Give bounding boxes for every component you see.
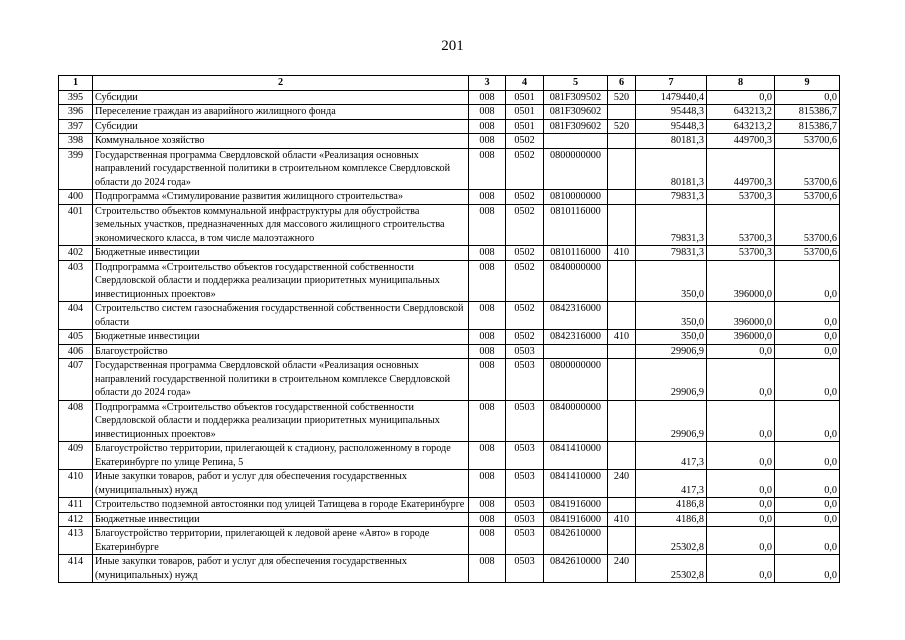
row-number: 413 bbox=[59, 527, 93, 555]
page-number: 201 bbox=[441, 38, 464, 54]
row-amount-year2: 0,0 bbox=[707, 400, 775, 442]
row-expense-type bbox=[608, 134, 636, 149]
row-section-code: 0502 bbox=[506, 330, 544, 345]
row-ministry-code: 008 bbox=[469, 470, 506, 498]
row-number: 400 bbox=[59, 190, 93, 205]
row-number: 414 bbox=[59, 555, 93, 583]
row-ministry-code: 008 bbox=[469, 260, 506, 302]
row-amount-year1: 4186,8 bbox=[636, 498, 707, 513]
row-amount-year3: 0,0 bbox=[775, 359, 840, 401]
row-amount-year3: 0,0 bbox=[775, 512, 840, 527]
row-number: 412 bbox=[59, 512, 93, 527]
row-ministry-code: 008 bbox=[469, 344, 506, 359]
row-section-code: 0503 bbox=[506, 344, 544, 359]
row-amount-year1: 25302,8 bbox=[636, 527, 707, 555]
row-expense-type: 410 bbox=[608, 330, 636, 345]
row-amount-year1: 417,3 bbox=[636, 470, 707, 498]
row-amount-year1: 79831,3 bbox=[636, 246, 707, 261]
row-amount-year2: 0,0 bbox=[707, 344, 775, 359]
row-target-code: 0840000000 bbox=[544, 400, 608, 442]
row-amount-year1: 4186,8 bbox=[636, 512, 707, 527]
row-expense-type bbox=[608, 105, 636, 120]
row-amount-year3: 0,0 bbox=[775, 400, 840, 442]
row-amount-year1: 350,0 bbox=[636, 260, 707, 302]
row-section-code: 0503 bbox=[506, 470, 544, 498]
table-row bbox=[59, 330, 840, 345]
row-name: Иные закупки товаров, работ и услуг для обеспечения государственных (муниципальных) нужд bbox=[93, 470, 469, 498]
row-expense-type bbox=[608, 260, 636, 302]
row-section-code: 0501 bbox=[506, 119, 544, 134]
row-expense-type: 520 bbox=[608, 90, 636, 105]
row-amount-year2: 0,0 bbox=[707, 359, 775, 401]
row-amount-year3: 815386,7 bbox=[775, 105, 840, 120]
row-ministry-code: 008 bbox=[469, 134, 506, 149]
row-name: Коммунальное хозяйство bbox=[93, 134, 469, 149]
row-expense-type bbox=[608, 190, 636, 205]
row-number: 408 bbox=[59, 400, 93, 442]
row-target-code: 0810000000 bbox=[544, 190, 608, 205]
column-header: 7 bbox=[636, 76, 707, 91]
row-amount-year2: 643213,2 bbox=[707, 105, 775, 120]
row-section-code: 0502 bbox=[506, 204, 544, 246]
row-name: Бюджетные инвестиции bbox=[93, 330, 469, 345]
row-expense-type bbox=[608, 204, 636, 246]
row-target-code: 0810116000 bbox=[544, 204, 608, 246]
row-section-code: 0502 bbox=[506, 190, 544, 205]
row-expense-type bbox=[608, 527, 636, 555]
row-amount-year3: 0,0 bbox=[775, 330, 840, 345]
row-ministry-code: 008 bbox=[469, 302, 506, 330]
row-amount-year1: 95448,3 bbox=[636, 119, 707, 134]
row-name: Бюджетные инвестиции bbox=[93, 246, 469, 261]
row-amount-year2: 0,0 bbox=[707, 555, 775, 583]
row-amount-year3: 0,0 bbox=[775, 344, 840, 359]
row-amount-year1: 350,0 bbox=[636, 302, 707, 330]
table-row bbox=[59, 105, 840, 120]
row-target-code bbox=[544, 134, 608, 149]
column-header: 4 bbox=[506, 76, 544, 91]
row-number: 407 bbox=[59, 359, 93, 401]
row-amount-year1: 350,0 bbox=[636, 330, 707, 345]
row-section-code: 0502 bbox=[506, 246, 544, 261]
row-name: Подпрограмма «Строительство объектов государственной собственности Свердловской области и поддержка реализации приоритетных муниципальных инвестиционных проектов» bbox=[93, 260, 469, 302]
row-target-code: 0841916000 bbox=[544, 498, 608, 513]
row-section-code: 0503 bbox=[506, 498, 544, 513]
row-amount-year2: 0,0 bbox=[707, 442, 775, 470]
row-name: Благоустройство bbox=[93, 344, 469, 359]
row-amount-year2: 0,0 bbox=[707, 498, 775, 513]
row-expense-type: 520 bbox=[608, 119, 636, 134]
row-amount-year3: 53700,6 bbox=[775, 134, 840, 149]
row-name: Строительство систем газоснабжения государственной собственности Свердловской области bbox=[93, 302, 469, 330]
table-row bbox=[59, 512, 840, 527]
row-name: Государственная программа Свердловской области «Реализация основных направлений государственной политики в строительном комплексе Свердловской области до 2024 года» bbox=[93, 148, 469, 190]
row-amount-year3: 0,0 bbox=[775, 555, 840, 583]
row-number: 402 bbox=[59, 246, 93, 261]
row-target-code: 0800000000 bbox=[544, 359, 608, 401]
row-number: 409 bbox=[59, 442, 93, 470]
table-body bbox=[59, 90, 840, 583]
row-amount-year3: 0,0 bbox=[775, 260, 840, 302]
column-header: 9 bbox=[775, 76, 840, 91]
row-name: Благоустройство территории, прилегающей к стадиону, расположенному в городе Екатеринбурге по улице Репина, 5 bbox=[93, 442, 469, 470]
row-amount-year3: 0,0 bbox=[775, 90, 840, 105]
row-amount-year2: 396000,0 bbox=[707, 260, 775, 302]
row-name: Субсидии bbox=[93, 90, 469, 105]
row-target-code: 0841410000 bbox=[544, 470, 608, 498]
row-target-code bbox=[544, 344, 608, 359]
row-ministry-code: 008 bbox=[469, 90, 506, 105]
table-row bbox=[59, 527, 840, 555]
row-amount-year2: 396000,0 bbox=[707, 330, 775, 345]
row-section-code: 0502 bbox=[506, 134, 544, 149]
row-ministry-code: 008 bbox=[469, 512, 506, 527]
row-section-code: 0503 bbox=[506, 555, 544, 583]
row-name: Государственная программа Свердловской области «Реализация основных направлений государственной политики в строительном комплексе Свердловской области до 2024 года» bbox=[93, 359, 469, 401]
row-amount-year3: 0,0 bbox=[775, 498, 840, 513]
row-expense-type bbox=[608, 302, 636, 330]
row-amount-year3: 0,0 bbox=[775, 302, 840, 330]
row-amount-year2: 0,0 bbox=[707, 470, 775, 498]
row-ministry-code: 008 bbox=[469, 555, 506, 583]
row-amount-year3: 53700,6 bbox=[775, 204, 840, 246]
row-amount-year3: 815386,7 bbox=[775, 119, 840, 134]
row-amount-year2: 643213,2 bbox=[707, 119, 775, 134]
row-amount-year1: 29906,9 bbox=[636, 400, 707, 442]
row-amount-year2: 53700,3 bbox=[707, 190, 775, 205]
table-row bbox=[59, 498, 840, 513]
row-amount-year1: 79831,3 bbox=[636, 204, 707, 246]
table-row bbox=[59, 148, 840, 190]
row-amount-year2: 396000,0 bbox=[707, 302, 775, 330]
table-header bbox=[59, 76, 840, 91]
table-row bbox=[59, 119, 840, 134]
row-number: 411 bbox=[59, 498, 93, 513]
row-section-code: 0502 bbox=[506, 148, 544, 190]
row-target-code: 0842610000 bbox=[544, 527, 608, 555]
row-number: 395 bbox=[59, 90, 93, 105]
row-number: 410 bbox=[59, 470, 93, 498]
row-name: Субсидии bbox=[93, 119, 469, 134]
row-ministry-code: 008 bbox=[469, 105, 506, 120]
row-amount-year2: 53700,3 bbox=[707, 246, 775, 261]
row-amount-year3: 0,0 bbox=[775, 470, 840, 498]
row-amount-year3: 53700,6 bbox=[775, 246, 840, 261]
row-number: 401 bbox=[59, 204, 93, 246]
table-row bbox=[59, 246, 840, 261]
row-section-code: 0502 bbox=[506, 302, 544, 330]
row-amount-year1: 417,3 bbox=[636, 442, 707, 470]
row-number: 397 bbox=[59, 119, 93, 134]
row-ministry-code: 008 bbox=[469, 527, 506, 555]
row-section-code: 0503 bbox=[506, 442, 544, 470]
row-number: 399 bbox=[59, 148, 93, 190]
table-row bbox=[59, 302, 840, 330]
row-amount-year1: 95448,3 bbox=[636, 105, 707, 120]
budget-table bbox=[58, 75, 840, 583]
column-header: 1 bbox=[59, 76, 93, 91]
row-name: Подпрограмма «Стимулирование развития жилищного строительства» bbox=[93, 190, 469, 205]
row-amount-year1: 29906,9 bbox=[636, 359, 707, 401]
row-ministry-code: 008 bbox=[469, 119, 506, 134]
row-expense-type bbox=[608, 400, 636, 442]
row-amount-year1: 1479440,4 bbox=[636, 90, 707, 105]
row-ministry-code: 008 bbox=[469, 330, 506, 345]
row-expense-type: 410 bbox=[608, 246, 636, 261]
table-row bbox=[59, 400, 840, 442]
row-ministry-code: 008 bbox=[469, 246, 506, 261]
row-section-code: 0501 bbox=[506, 105, 544, 120]
row-ministry-code: 008 bbox=[469, 442, 506, 470]
row-amount-year1: 25302,8 bbox=[636, 555, 707, 583]
row-amount-year2: 0,0 bbox=[707, 90, 775, 105]
table-row bbox=[59, 344, 840, 359]
row-name: Благоустройство территории, прилегающей к ледовой арене «Авто» в городе Екатеринбурге bbox=[93, 527, 469, 555]
row-ministry-code: 008 bbox=[469, 190, 506, 205]
row-ministry-code: 008 bbox=[469, 204, 506, 246]
table-row bbox=[59, 359, 840, 401]
table-row bbox=[59, 204, 840, 246]
row-ministry-code: 008 bbox=[469, 148, 506, 190]
column-header: 8 bbox=[707, 76, 775, 91]
row-amount-year2: 449700,3 bbox=[707, 148, 775, 190]
row-amount-year3: 0,0 bbox=[775, 442, 840, 470]
row-expense-type bbox=[608, 498, 636, 513]
table-row bbox=[59, 190, 840, 205]
row-number: 398 bbox=[59, 134, 93, 149]
row-expense-type: 410 bbox=[608, 512, 636, 527]
row-amount-year1: 79831,3 bbox=[636, 190, 707, 205]
row-amount-year3: 0,0 bbox=[775, 527, 840, 555]
row-name: Бюджетные инвестиции bbox=[93, 512, 469, 527]
table-row bbox=[59, 134, 840, 149]
row-target-code: 0841916000 bbox=[544, 512, 608, 527]
row-section-code: 0503 bbox=[506, 400, 544, 442]
table-row bbox=[59, 470, 840, 498]
row-number: 405 bbox=[59, 330, 93, 345]
row-name: Подпрограмма «Строительство объектов государственной собственности Свердловской области и поддержка реализации приоритетных муниципальных инвестиционных проектов» bbox=[93, 400, 469, 442]
row-amount-year2: 449700,3 bbox=[707, 134, 775, 149]
row-name: Строительство подземной автостоянки под улицей Татищева в городе Екатеринбурге bbox=[93, 498, 469, 513]
row-amount-year2: 53700,3 bbox=[707, 204, 775, 246]
row-ministry-code: 008 bbox=[469, 359, 506, 401]
row-target-code: 0842610000 bbox=[544, 555, 608, 583]
row-number: 396 bbox=[59, 105, 93, 120]
row-number: 403 bbox=[59, 260, 93, 302]
row-amount-year1: 29906,9 bbox=[636, 344, 707, 359]
row-amount-year3: 53700,6 bbox=[775, 148, 840, 190]
row-section-code: 0503 bbox=[506, 512, 544, 527]
row-amount-year3: 53700,6 bbox=[775, 190, 840, 205]
row-section-code: 0503 bbox=[506, 359, 544, 401]
row-section-code: 0501 bbox=[506, 90, 544, 105]
row-target-code: 0842316000 bbox=[544, 302, 608, 330]
row-section-code: 0503 bbox=[506, 527, 544, 555]
table-row bbox=[59, 260, 840, 302]
row-amount-year2: 0,0 bbox=[707, 527, 775, 555]
row-target-code: 081F309502 bbox=[544, 90, 608, 105]
row-target-code: 081F309602 bbox=[544, 105, 608, 120]
row-target-code: 0840000000 bbox=[544, 260, 608, 302]
row-ministry-code: 008 bbox=[469, 498, 506, 513]
row-target-code: 0842316000 bbox=[544, 330, 608, 345]
column-header: 5 bbox=[544, 76, 608, 91]
row-expense-type bbox=[608, 148, 636, 190]
row-expense-type bbox=[608, 359, 636, 401]
row-amount-year2: 0,0 bbox=[707, 512, 775, 527]
row-section-code: 0502 bbox=[506, 260, 544, 302]
column-header: 6 bbox=[608, 76, 636, 91]
row-name: Переселение граждан из аварийного жилищного фонда bbox=[93, 105, 469, 120]
row-amount-year1: 80181,3 bbox=[636, 148, 707, 190]
row-expense-type: 240 bbox=[608, 470, 636, 498]
row-ministry-code: 008 bbox=[469, 400, 506, 442]
row-target-code: 081F309602 bbox=[544, 119, 608, 134]
row-expense-type bbox=[608, 344, 636, 359]
row-target-code: 0800000000 bbox=[544, 148, 608, 190]
row-target-code: 0810116000 bbox=[544, 246, 608, 261]
row-target-code: 0841410000 bbox=[544, 442, 608, 470]
table-row bbox=[59, 442, 840, 470]
column-header: 2 bbox=[93, 76, 469, 91]
table-row bbox=[59, 90, 840, 105]
row-name: Иные закупки товаров, работ и услуг для обеспечения государственных (муниципальных) нужд bbox=[93, 555, 469, 583]
row-name: Строительство объектов коммунальной инфраструктуры для обустройства земельных участков, предназначенных для массового жилищного строительства экономического класса, в том числе малоэтажного bbox=[93, 204, 469, 246]
row-amount-year1: 80181,3 bbox=[636, 134, 707, 149]
row-expense-type: 240 bbox=[608, 555, 636, 583]
row-number: 406 bbox=[59, 344, 93, 359]
column-header: 3 bbox=[469, 76, 506, 91]
row-number: 404 bbox=[59, 302, 93, 330]
table-row bbox=[59, 555, 840, 583]
row-expense-type bbox=[608, 442, 636, 470]
